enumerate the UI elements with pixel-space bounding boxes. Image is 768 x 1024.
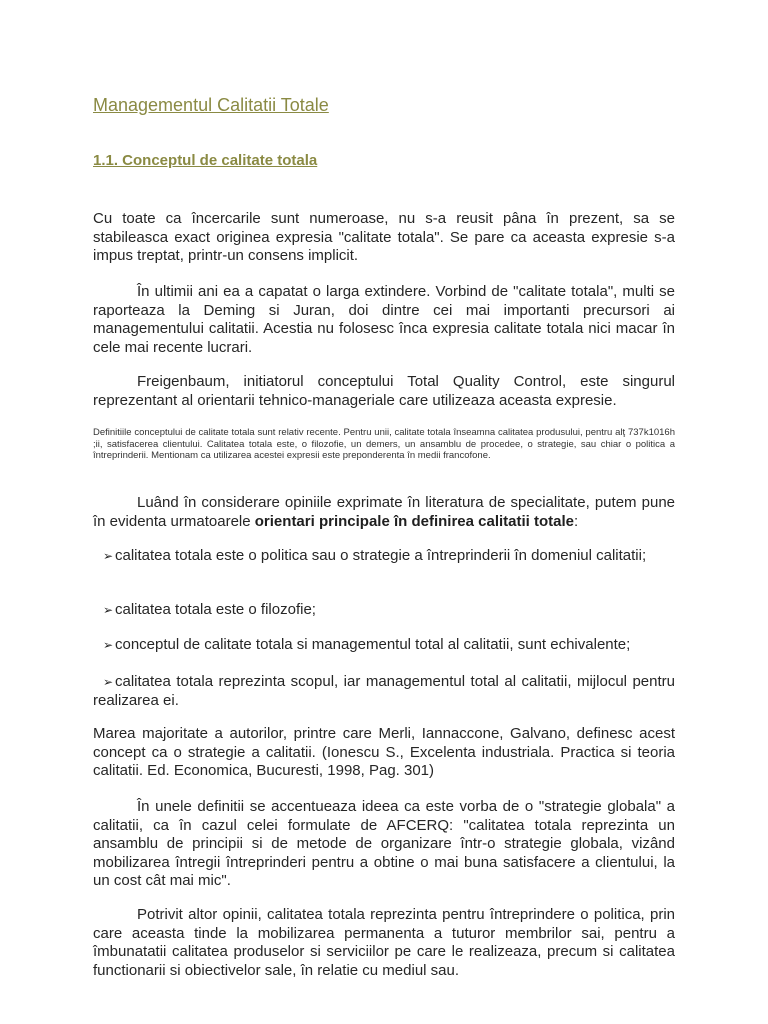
paragraph-3: Freigenbaum, initiatorul conceptului Total Quality Control, este singurul reprezentant al orientarii tehnico-manageriale care utilizeaza aceasta expresie. <box>93 373 675 409</box>
document-title: Managementul Calitatii Totale <box>93 95 329 115</box>
footnote: Definitiile conceptului de calitate totala sunt relativ recente. Pentru unii, calitate totala înseamna calitatea produsului, pentru alţ 737k1016h ;ii, satisfacerea clientului. Calitatea totala este, o filozofie, un demers, un ansamblu de procedee, o strategie, sau chiar o politica a întreprinderii. Mentionam ca utilizarea acestei expresii este preponderenta în medii francofone. <box>93 427 675 462</box>
list-item-text: calitatea totala reprezinta scopul, iar managementul total al calitatii, mijlocul pentru realizarea ei. <box>93 673 675 709</box>
paragraph-4-bold: orientari principale în definirea calitatii totale <box>254 512 575 530</box>
arrow-bullet-icon: ➢ <box>103 638 114 652</box>
paragraph-4-text: Luând în considerare opiniile exprimate în literatura de specialitate, putem pune în evidenta urmatoarele <box>93 494 675 530</box>
paragraph-4 <box>93 494 675 531</box>
arrow-bullet-icon: ➢ <box>103 603 114 617</box>
list-item <box>93 673 675 710</box>
list-item <box>93 547 675 566</box>
paragraph-7: Potrivit altor opinii, calitatea totala reprezinta pentru întreprindere o politica, prin care aceasta tinde la mobilizarea permanenta a tuturor membrilor sai, pentru a îmbunatatii calitatea produselor si serviciilor pe care le realizeaza, precum si calitatea functionarii si obiectivelor sale, în relatie cu mediul sau. <box>93 906 675 979</box>
paragraph-2: În ultimii ani ea a capatat o larga extindere. Vorbind de "calitate totala", multi se raporteaza la Deming si Juran, doi dintre cei mai importanti precursori ai managementului calitatii. Acestia nu folosesc înca expresia calitate totala nici macar în cele mai recente lucrari. <box>93 283 675 356</box>
paragraph-4-end: : <box>574 512 579 530</box>
arrow-bullet-icon: ➢ <box>103 549 114 563</box>
list-item <box>93 601 675 620</box>
paragraph-1: Cu toate ca încercarile sunt numeroase, nu s-a reusit pâna în prezent, sa se stabileasca exact originea expresia "calitate totala". Se pare ca aceasta expresie s-a impus treptat, printr-un consens implicit. <box>93 210 675 264</box>
list-item-text: conceptul de calitate totala si managementul total al calitatii, sunt echivalente; <box>115 636 631 653</box>
list-item-text: calitatea totala este o politica sau o strategie a întreprinderii în domeniul calitatii; <box>115 547 647 564</box>
paragraph-6: În unele definitii se accentueaza ideea ca este vorba de o "strategie globala" a calitatii, ca în cazul celei formulate de AFCERQ: "calitatea totala reprezinta un ansamblu de principii si de metode de organizare într-o strategie globala, vizând mobilizarea întregii întreprinderi pentru a obtine o mai buna satisfacere a clientului, la un cost cât mai mic". <box>93 798 675 889</box>
paragraph-5: Marea majoritate a autorilor, printre care Merli, Iannaccone, Galvano, definesc acest concept ca o strategie a calitatii. (Ionescu S., Excelenta industriala. Practica si teoria calitatii. Ed. Economica, Bucuresti, 1998, Pag. 301) <box>93 725 675 779</box>
list-item <box>93 636 675 655</box>
section-heading: 1.1. Conceptul de calitate totala <box>93 152 318 169</box>
list-item-text: calitatea totala este o filozofie; <box>115 601 316 618</box>
arrow-bullet-icon: ➢ <box>103 675 114 689</box>
